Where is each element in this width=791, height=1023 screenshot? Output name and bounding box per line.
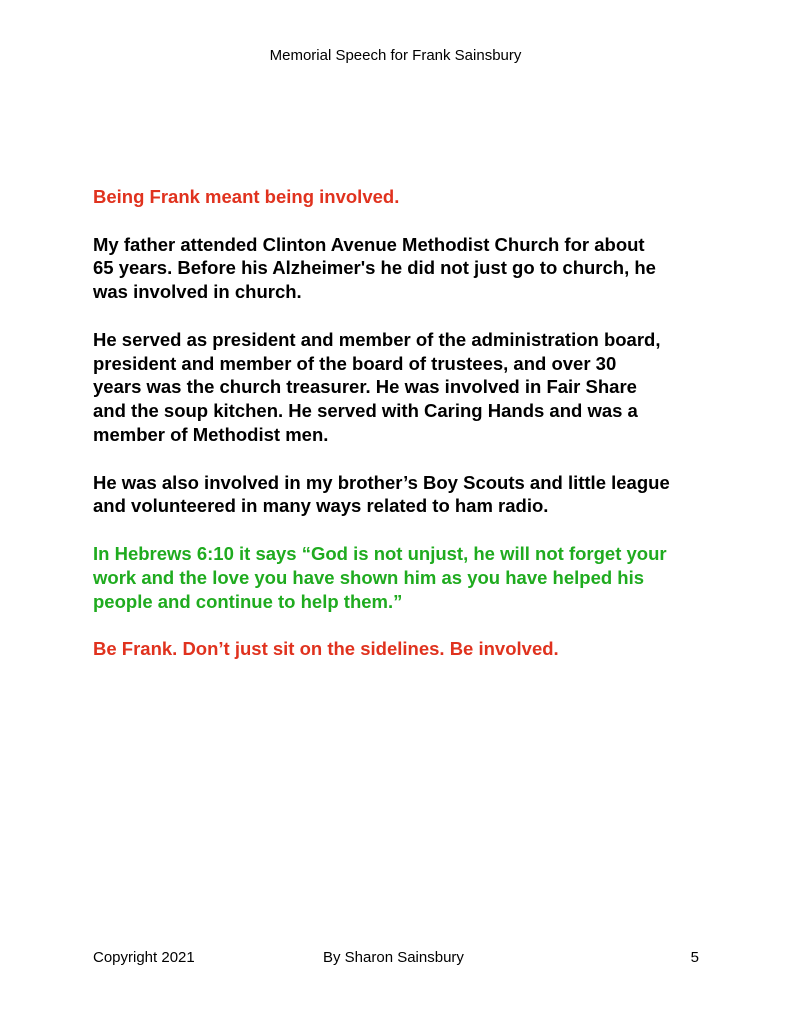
paragraph-church-service [93, 328, 713, 447]
text-line: was involved in church. [93, 281, 302, 303]
text-line: work and the love you have shown him as you have helped his [93, 566, 645, 588]
text-line: My father attended Clinton Avenue Methodist Church for about [93, 233, 645, 255]
footer-page-number: 5 [690, 949, 699, 966]
paragraph-opening [93, 185, 713, 209]
footer-author: By Sharon Sainsbury [323, 949, 464, 966]
text-line: president and member of the board of trustees, and over 30 [93, 352, 617, 374]
text-line: In Hebrews 6:10 it says “God is not unjust, he will not forget your [93, 542, 667, 564]
speech-body [93, 185, 713, 661]
paragraph-scripture-quote [93, 542, 713, 613]
text-line: Be Frank. Don’t just sit on the sidelines. Be involved. [93, 638, 559, 660]
paragraph-closing [93, 637, 713, 661]
text-line: years was the church treasurer. He was involved in Fair Share [93, 376, 637, 398]
text-line: and the soup kitchen. He served with Caring Hands and was a [93, 400, 638, 422]
text-line: 65 years. Before his Alzheimer's he did not just go to church, he [93, 257, 656, 279]
footer-copyright: Copyright 2021 [93, 949, 195, 966]
page-header-title: Memorial Speech for Frank Sainsbury [269, 47, 522, 64]
text-line: He was also involved in my brother’s Boy Scouts and little league [93, 471, 670, 493]
paragraph-church-attendance [93, 233, 713, 304]
text-line: member of Methodist men. [93, 423, 329, 445]
text-line: Being Frank meant being involved. [93, 186, 400, 207]
text-line: and volunteered in many ways related to ham radio. [93, 495, 549, 517]
paragraph-other-involvement [93, 471, 713, 519]
text-line: people and continue to help them.” [93, 590, 403, 612]
text-line: He served as president and member of the administration board, [93, 328, 661, 350]
page-footer [93, 948, 699, 968]
